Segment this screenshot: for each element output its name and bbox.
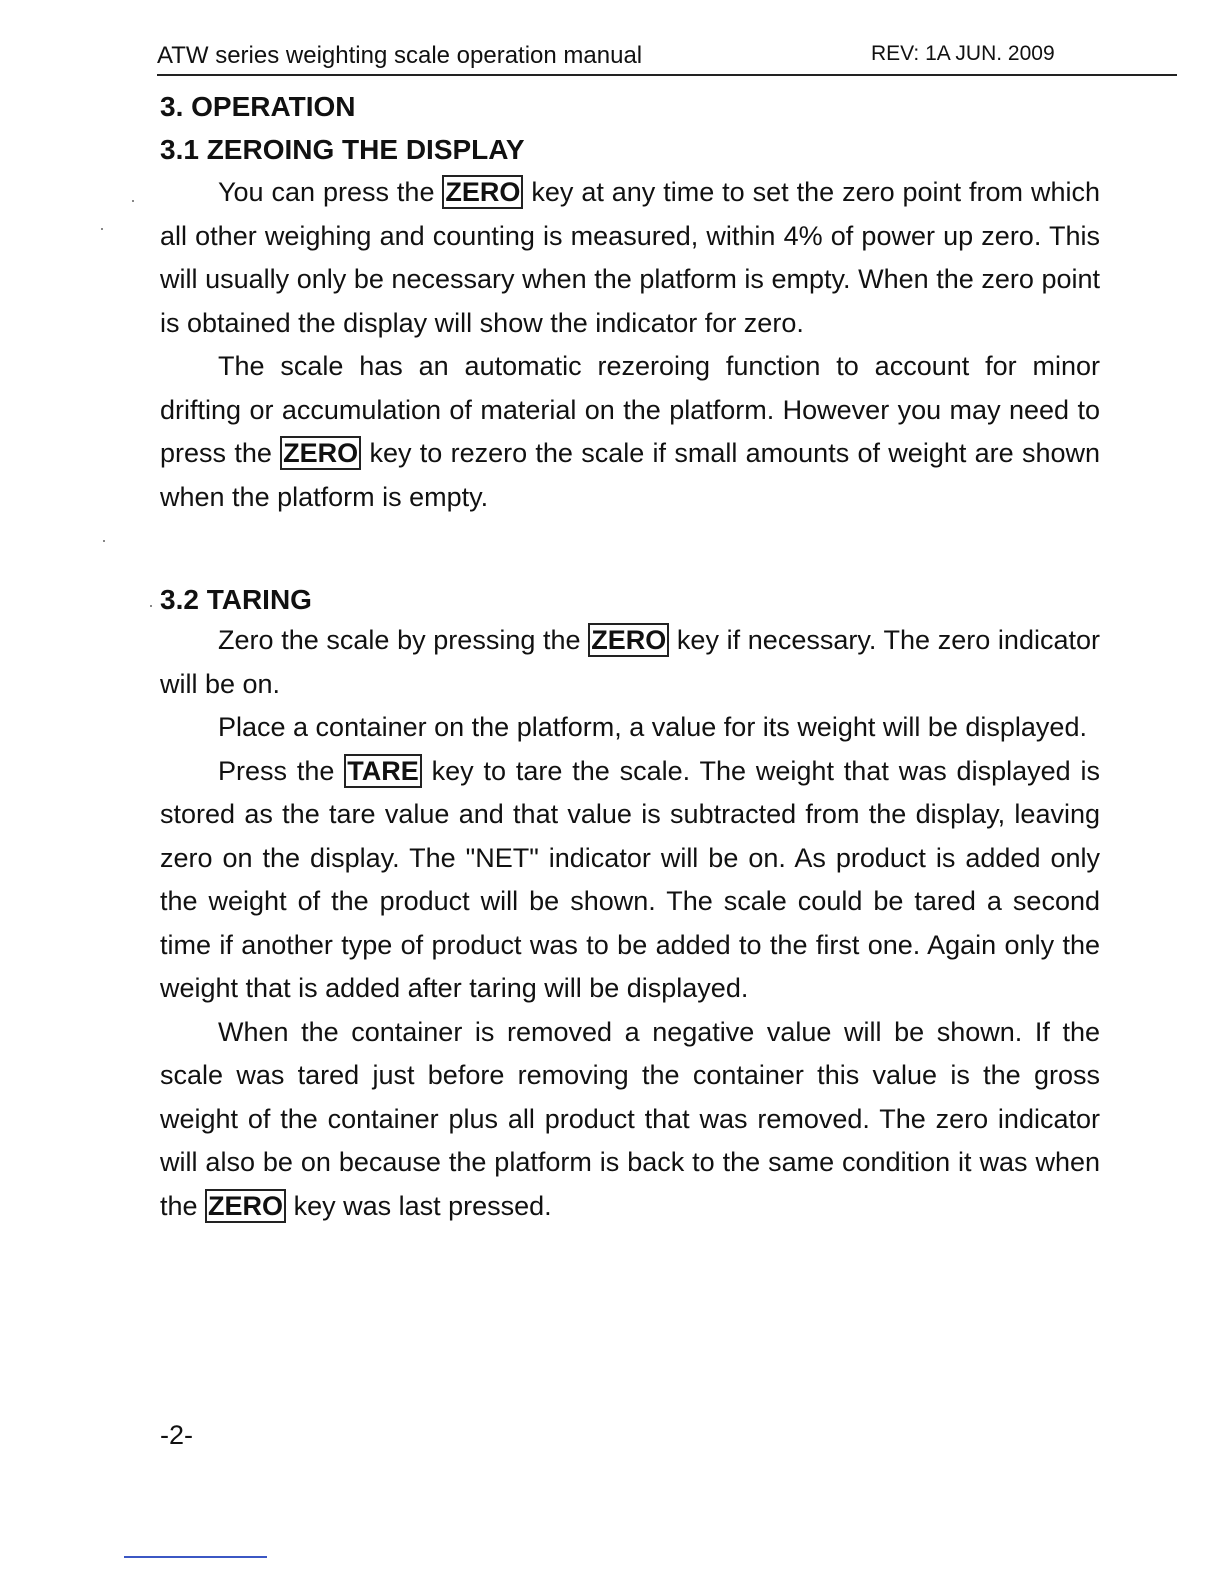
taring-paragraph-2: Place a container on the platform, a value for its weight will be displayed.: [218, 712, 1087, 742]
taring-paragraph-3: [160, 750, 1100, 1011]
scan-speck: [101, 228, 103, 230]
zeroing-heading: 3.1 ZEROING THE DISPLAY: [160, 134, 525, 165]
text-run: The scale has an automatic rezeroing function to account for minor drifting or accumulation of material on the platform. However you may need to press the: [160, 351, 1100, 468]
scan-speck: [103, 540, 105, 542]
text-run: Press the: [218, 755, 345, 786]
section-heading: 3. OPERATION: [160, 91, 356, 122]
text-run: key was last pressed.: [286, 1190, 552, 1221]
page-content: [160, 88, 1100, 1228]
tare-key-label: TARE: [344, 754, 422, 788]
zero-key-label: ZERO: [588, 623, 669, 657]
taring-paragraph-1: [160, 619, 1100, 706]
scan-speck: [150, 605, 152, 607]
scan-artifact-line: [124, 1556, 267, 1558]
revision-label: REV: 1A JUN. 2009: [871, 42, 1055, 65]
text-run: You can press the: [218, 177, 443, 207]
scan-speck: [132, 200, 134, 202]
zero-key-label: ZERO: [280, 436, 361, 470]
text-run: key to rezero the scale if small amounts of weight are shown when the platform is empty.: [160, 438, 1101, 512]
manual-title: ATW series weighting scale operation manual: [157, 42, 643, 69]
text-run: Zero the scale by pressing the: [218, 625, 589, 655]
text-run: key at any time to set the zero point from which all other weighing and counting is measured, within 4% of power up zero. This will usually only be necessary when the platform is empty. When the zero point is obtained the display will show the indicator for zero.: [160, 177, 1100, 338]
taring-paragraph-4: [160, 1011, 1100, 1229]
zero-key-label: ZERO: [205, 1189, 286, 1223]
text-run: When the container is removed a negative value will be shown. If the scale was tared just before removing the container this value is the gross weight of the container plus all product that was removed. The zero indicator will also be on because the platform is back to the same condition it was when the: [160, 1016, 1100, 1221]
zeroing-paragraph-2: [160, 345, 1100, 519]
text-run: key to tare the scale. The weight that was displayed is stored as the tare value and that value is subtracted from the display, leaving zero on the display. The "NET" indicator will be on. As product is added only the weight of the product will be shown. The scale could be tared a second time if another type of product was to be added to the first one. Again only the weight that is added after taring will be displayed.: [160, 755, 1100, 1003]
page-header: [157, 40, 1177, 76]
taring-heading: 3.2 TARING: [160, 584, 312, 615]
zeroing-paragraph-1: [160, 171, 1100, 345]
text-run: key if necessary. The zero indicator will be on.: [160, 625, 1100, 699]
page-number: -2-: [160, 1420, 193, 1450]
zero-key-label: ZERO: [442, 175, 523, 209]
